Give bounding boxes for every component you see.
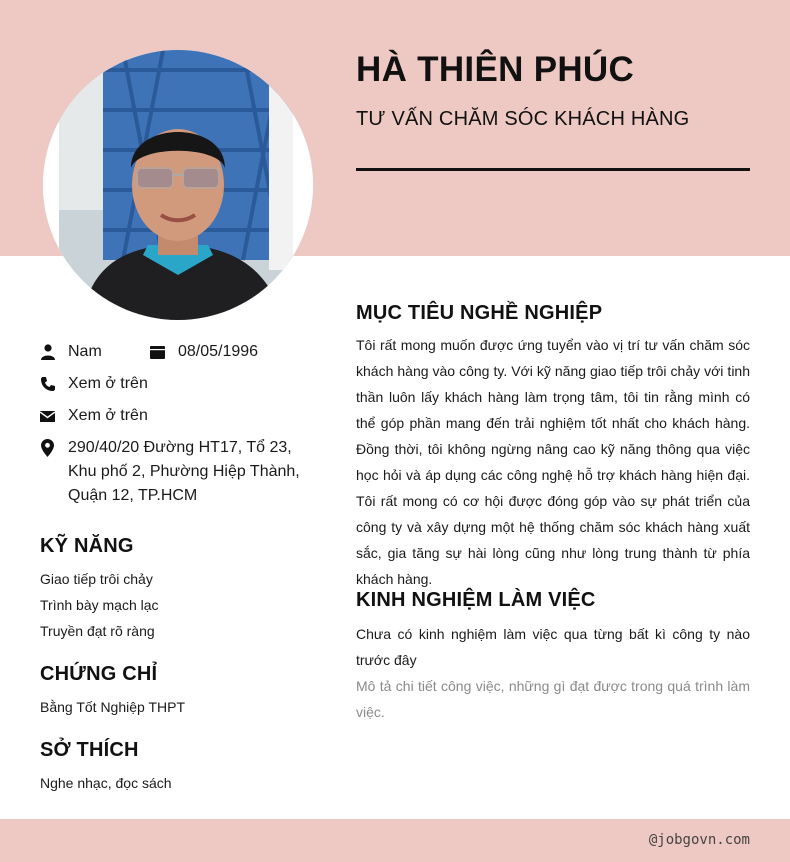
experience-text: Chưa có kinh nghiệm làm việc qua từng bất kì công ty nào trước đây <box>356 626 750 668</box>
birthday-value: 08/05/1996 <box>178 343 259 360</box>
skill-item: Trình bày mạch lạc <box>40 597 159 613</box>
address-line-2: Khu phố 2, Phường Hiệp Thành, <box>68 463 300 480</box>
skill-item: Giao tiếp trôi chảy <box>40 571 153 587</box>
calendar-icon <box>150 340 165 364</box>
email-row <box>40 404 148 428</box>
email-value: Xem ở trên <box>68 407 148 424</box>
gender-row <box>40 340 102 364</box>
header-divider <box>356 168 750 171</box>
objective-heading: MỤC TIÊU NGHỀ NGHIỆP <box>356 302 603 324</box>
hobby-item: Nghe nhạc, đọc sách <box>40 775 172 791</box>
address-line-3: Quận 12, TP.HCM <box>68 487 198 504</box>
profile-photo <box>43 50 313 320</box>
certificate-item: Bằng Tốt Nghiệp THPT <box>40 699 186 715</box>
footer-brand: @jobgovn.com <box>648 832 750 848</box>
address-row <box>40 436 300 508</box>
birthday-row <box>150 340 258 364</box>
objective-text: Tôi rất mong muốn được ứng tuyển vào vị trí tư vấn chăm sóc khách hàng vào công ty. Với kỹ năng giao tiếp trôi chảy với tinh thần luôn lấy khách hàng làm trọng tâm, tôi tin rằng mình có thể góp phần mang đến trải nghiệm tốt nhất cho khách hàng. Đồng thời, tôi không ngừng nâng cao kỹ năng thông qua việc học hỏi và áp dụng các công nghệ hỗ trợ khách hàng hiện đại. Tôi rất mong có cơ hội được đóng góp vào sự phát triển của công ty và xây dựng một hệ thống chăm sóc khách hàng xuất sắc, gia tăng sự hài lòng cũng như lòng trung thành từ phía khách hàng. <box>356 337 750 587</box>
experience-heading: KINH NGHIỆM LÀM VIỆC <box>356 589 596 611</box>
address-value <box>68 436 300 508</box>
envelope-icon <box>40 404 55 428</box>
skill-item: Truyền đạt rõ ràng <box>40 623 155 639</box>
certificates-heading: CHỨNG CHỈ <box>40 663 158 685</box>
address-line-1: 290/40/20 Đường HT17, Tổ 23, <box>68 439 292 456</box>
phone-row <box>40 372 148 396</box>
gender-value: Nam <box>68 343 102 360</box>
job-title: TƯ VẤN CHĂM SÓC KHÁCH HÀNG <box>356 108 690 130</box>
person-icon <box>40 340 55 364</box>
hobbies-heading: SỞ THÍCH <box>40 739 139 761</box>
experience-placeholder: Mô tả chi tiết công việc, những gì đạt được trong quá trình làm việc. <box>356 678 750 720</box>
phone-icon <box>40 372 55 396</box>
skills-heading: KỸ NĂNG <box>40 535 134 557</box>
phone-value: Xem ở trên <box>68 375 148 392</box>
candidate-name: HÀ THIÊN PHÚC <box>356 50 635 89</box>
map-pin-icon <box>40 436 55 460</box>
